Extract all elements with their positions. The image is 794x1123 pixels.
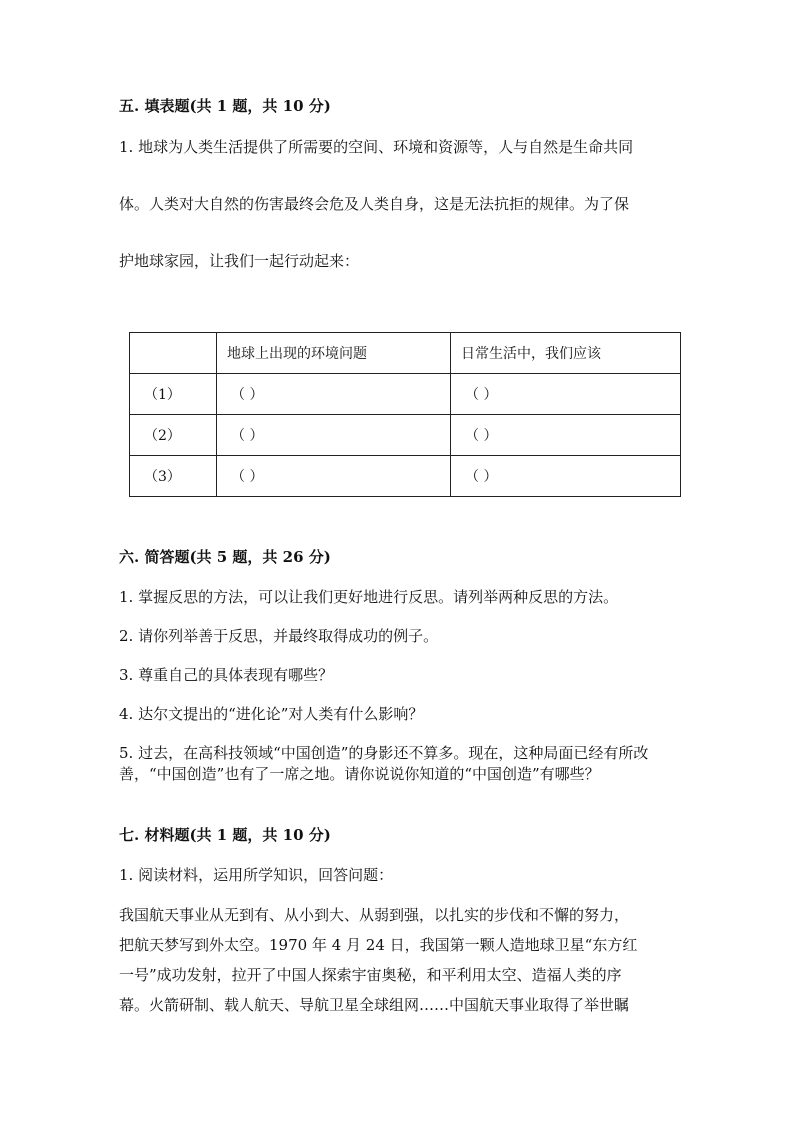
section-6-q3: 3. 尊重自己的具体表现有哪些？ [119,666,334,684]
section-6-title: 六. 简答题(共 5 题，共 26 分) [119,548,331,566]
section-6-q2: 2. 请你列举善于反思，并最终取得成功的例子。 [119,627,439,645]
section-7-title: 七. 材料题(共 1 题，共 10 分) [119,826,331,844]
table-header-cell: 地球上出现的环境问题 [217,333,451,374]
blank-cell: （ ） [217,374,451,415]
blank-cell: （ ） [451,456,681,497]
material-line-3: 一号”成功发射，拉开了中国人探索宇宙奥秘，和平利用太空、造福人类的序 [119,966,622,984]
blank-cell: （ ） [451,374,681,415]
row-label: （1） [130,374,217,415]
table-header-cell [130,333,217,374]
blank-cell: （ ） [451,415,681,456]
material-line-1: 我国航天事业从无到有、从小到大、从弱到强，以扎实的步伐和不懈的努力， [119,906,630,924]
row-label: （2） [130,415,217,456]
table-row [130,374,681,415]
section-5-q1-line-2: 体。人类对大自然的伤害最终会危及人类自身，这是无法抗拒的规律。为了保 [119,195,630,213]
table-row [130,415,681,456]
material-line-2: 把航天梦写到外太空。1970 年 4 月 24 日，我国第一颗人造地球卫星“东方红 [119,936,638,954]
section-5-q1-line-3: 护地球家园，让我们一起行动起来： [119,252,360,270]
section-6-q4: 4. 达尔文提出的“进化论”对人类有什么影响？ [119,705,424,723]
section-6-q1: 1. 掌握反思的方法，可以让我们更好地进行反思。请列举两种反思的方法。 [119,588,619,606]
table-row [130,456,681,497]
fill-in-table [129,332,681,497]
table-header-row [130,333,681,374]
section-7-q1: 1. 阅读材料，运用所学知识，回答问题： [119,866,394,884]
blank-cell: （ ） [217,415,451,456]
section-5-q1-line-1: 1. 地球为人类生活提供了所需要的空间、环境和资源等，人与自然是生命共同 [119,138,634,156]
section-5-title: 五. 填表题(共 1 题，共 10 分) [119,97,331,115]
blank-cell: （ ） [217,456,451,497]
row-label: （3） [130,456,217,497]
material-line-4: 幕。火箭研制、载人航天、导航卫星全球组网……中国航天事业取得了举世瞩 [119,996,630,1014]
table-header-cell: 日常生活中，我们应该 [451,333,681,374]
section-6-q5: 5. 过去，在高科技领域“中国创造”的身影还不算多。现在，这种局面已经有所改善，“中国创造”也有了一席之地。请你说说你知道的“中国创造”有哪些？ [119,744,649,783]
